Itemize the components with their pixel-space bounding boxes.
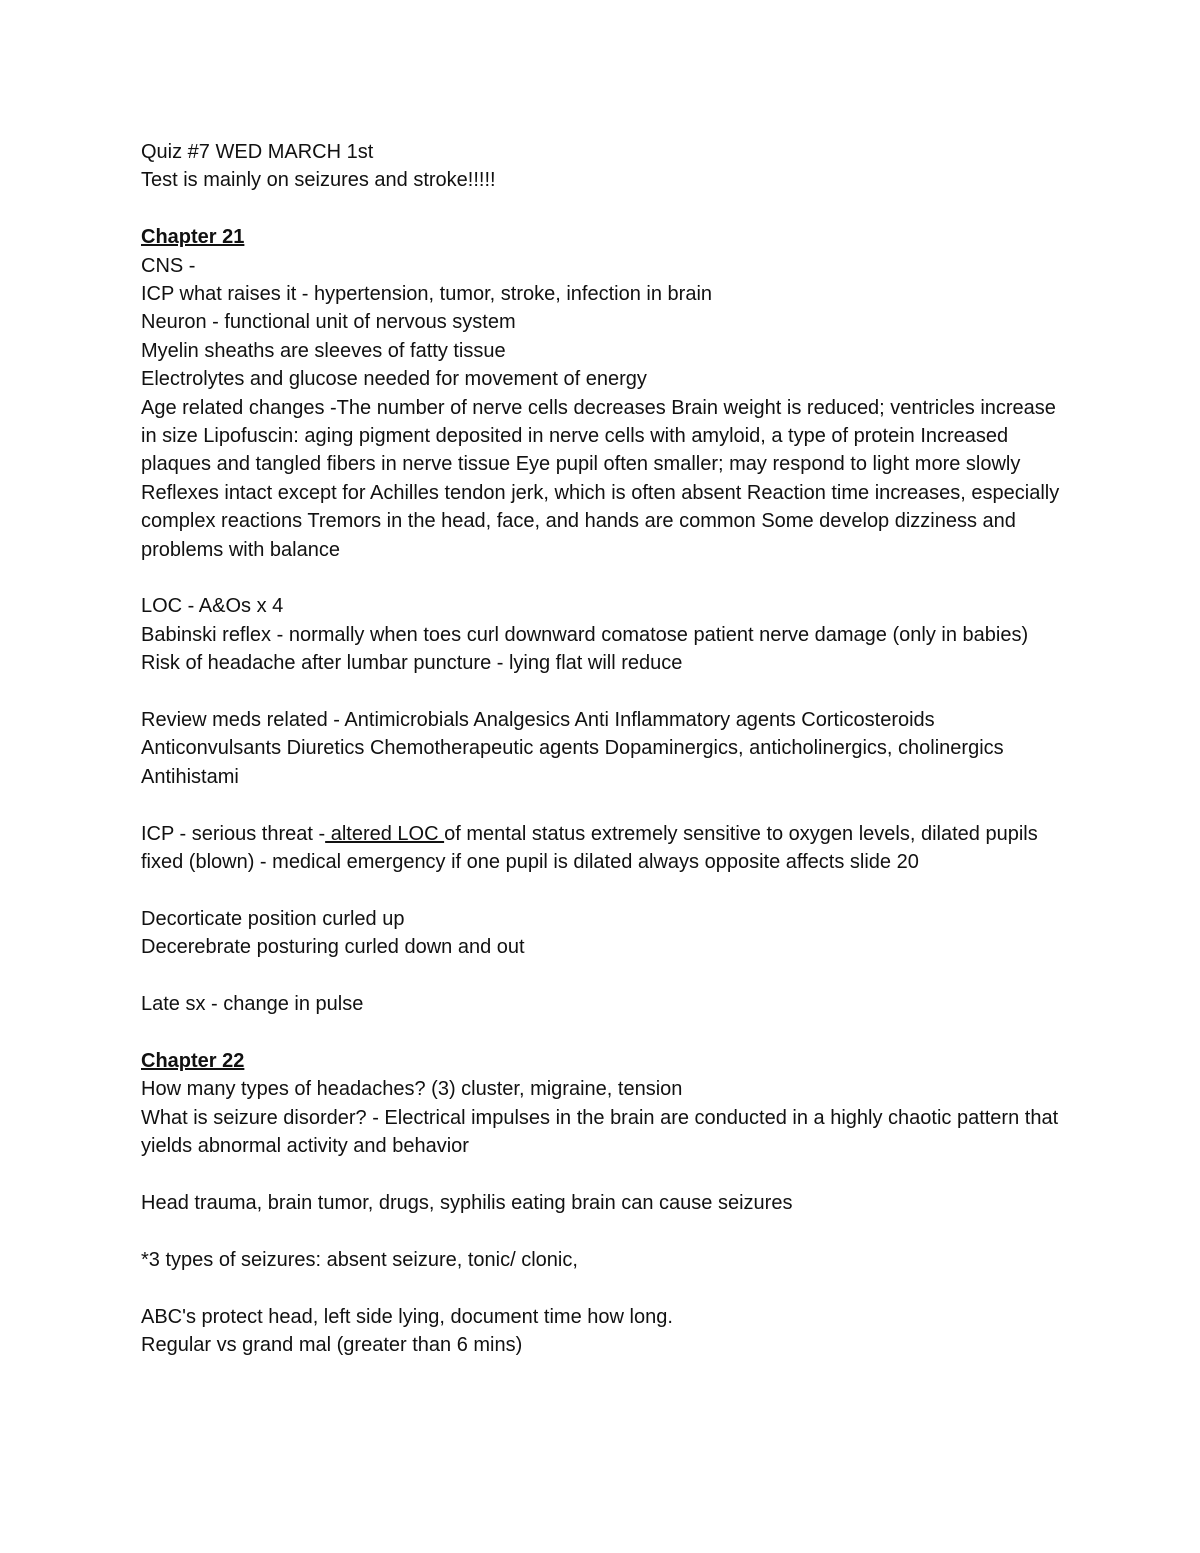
seizure-types-note: *3 types of seizures: absent seizure, tonic/ clonic, — [141, 1248, 578, 1271]
abcs-note: ABC's protect head, left side lying, document time how long. — [141, 1305, 673, 1328]
seizure-causes-note: Head trauma, brain tumor, drugs, syphilis eating brain can cause seizures — [141, 1191, 793, 1214]
headache-risk-note: Risk of headache after lumbar puncture - lying flat will reduce — [141, 652, 683, 675]
loc-note: LOC - A&Os x 4 — [141, 595, 284, 618]
spacer — [141, 877, 1061, 905]
document-page — [141, 138, 1061, 1359]
headache-types-note: How many types of headaches? (3) cluster, migraine, tension — [141, 1078, 683, 1101]
spacer — [141, 1274, 1061, 1302]
chapter-22-heading: Chapter 22 — [141, 1049, 245, 1072]
spacer — [141, 1161, 1061, 1189]
altered-loc-underlined: altered LOC — [325, 822, 445, 845]
icp-raises-note: ICP what raises it - hypertension, tumor, stroke, infection in brain — [141, 283, 713, 306]
review-meds-paragraph: Review meds related - Antimicrobials Analgesics Anti Inflammatory agents Corticosteroids Anticonvulsants Diuretics Chemotherapeutic agents Dopaminergics, anticholinergics, cholinergics Antihistami — [141, 709, 1004, 788]
icp-threat-rest: of mental status extremely sensitive to oxygen levels, dilated pupils fixed (blown) - medical emergency if one pupil is dilated always opposite affects slide 20 — [141, 822, 1038, 874]
late-sx-note: Late sx - change in pulse — [141, 993, 364, 1016]
decorticate-note: Decorticate position curled up — [141, 907, 405, 930]
spacer — [141, 678, 1061, 706]
icp-threat-start: ICP - serious threat - — [141, 822, 326, 845]
spacer — [141, 564, 1061, 592]
spacer — [141, 962, 1061, 990]
age-changes-paragraph: Age related changes -The number of nerve cells decreases Brain weight is reduced; ventricles increase in size Lipofuscin: aging pigment deposited in nerve cells with amyloid, a type of protein Increased plaques and tangled fibers in nerve tissue Eye pupil often smaller; may respond to light more slowly Reflexes intact except for Achilles tendon jerk, which is often absent Reaction time increases, especially complex reactions Tremors in the head, face, and hands are common Some develop dizziness and problems with balance — [141, 396, 1060, 561]
neuron-note: Neuron - functional unit of nervous system — [141, 311, 516, 334]
icp-threat-paragraph — [141, 820, 1061, 877]
cns-note: CNS - — [141, 254, 196, 277]
test-focus-note: Test is mainly on seizures and stroke!!!!! — [141, 169, 496, 192]
regular-vs-grand-mal-note: Regular vs grand mal (greater than 6 mins) — [141, 1333, 523, 1356]
spacer — [141, 1217, 1061, 1245]
spacer — [141, 791, 1061, 819]
seizure-disorder-paragraph: What is seizure disorder? - Electrical impulses in the brain are conducted in a highly chaotic pattern that yields abnormal activity and behavior — [141, 1106, 1059, 1158]
chapter-21-heading: Chapter 21 — [141, 226, 245, 249]
babinski-note: Babinski reflex - normally when toes curl downward comatose patient nerve damage (only in babies) — [141, 623, 1029, 646]
spacer — [141, 1019, 1061, 1047]
quiz-title: Quiz #7 WED MARCH 1st — [141, 141, 374, 163]
decerebrate-note: Decerebrate posturing curled down and out — [141, 936, 525, 959]
spacer — [141, 195, 1061, 223]
electrolytes-note: Electrolytes and glucose needed for movement of energy — [141, 368, 647, 391]
myelin-note: Myelin sheaths are sleeves of fatty tissue — [141, 339, 506, 362]
